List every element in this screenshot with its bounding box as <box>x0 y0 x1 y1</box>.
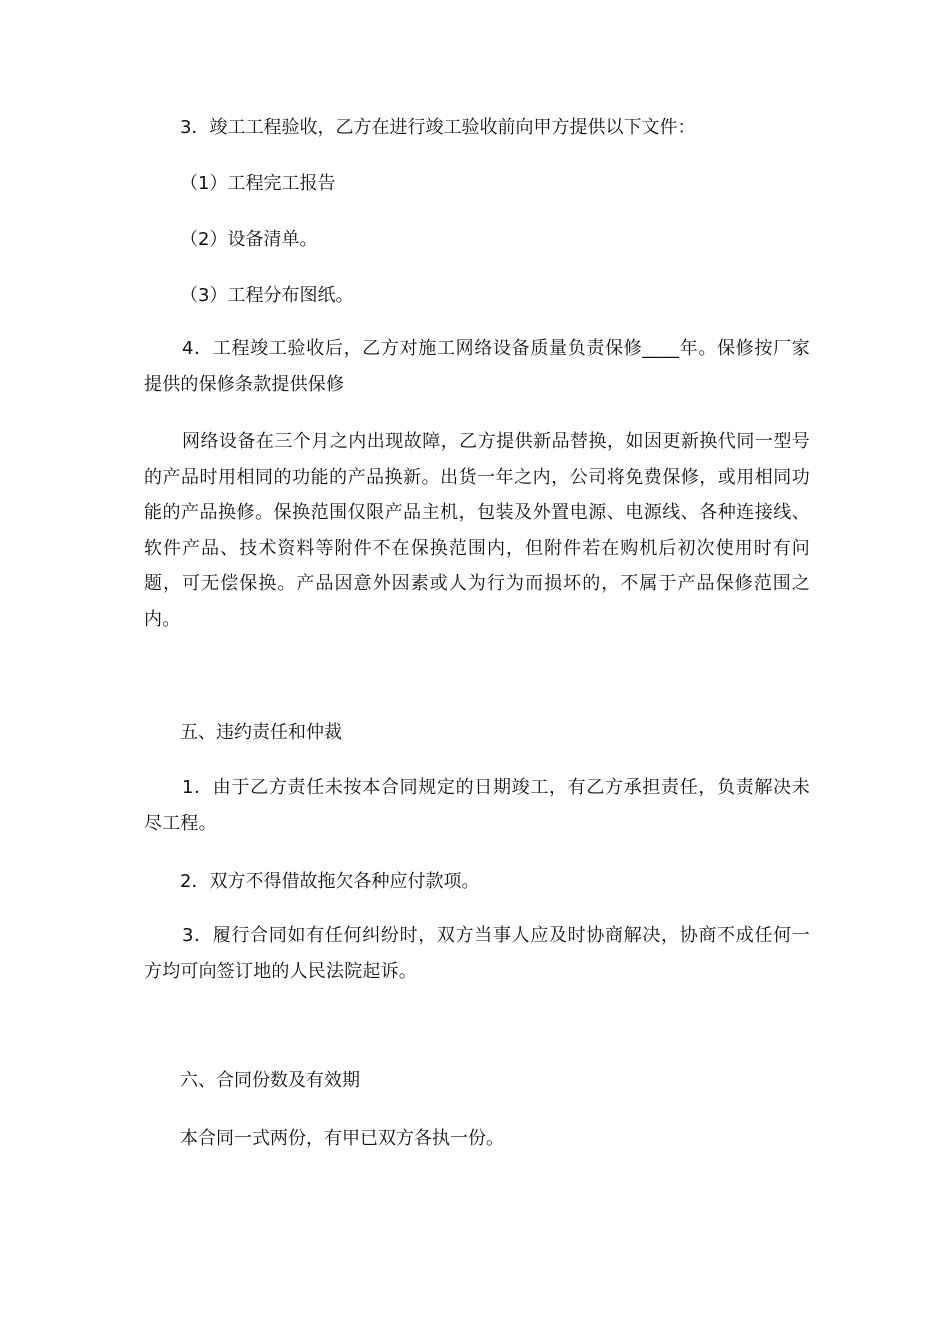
breach-clause-2: 2．双方不得借故拖欠各种应付款项。 <box>180 871 480 892</box>
section-6-heading: 六、合同份数及有效期 <box>180 1070 360 1091</box>
breach-clause-1: 1．由于乙方责任未按本合同规定的日期竣工，有乙方承担责任，负责解决未尽工程。 <box>144 777 810 834</box>
section-5-heading: 五、违约责任和仲裁 <box>180 722 342 743</box>
warranty-detail-paragraph: 网络设备在三个月之内出现故障，乙方提供新品替换，如因更新换代同一型号的产品时用相同的功能的产品换新。出货一年之内，公司将免费保修，或用相同功能的产品换修。保换范围仅限产品主机，包装及外置电源、电源线、各种连接线、软件产品、技术资料等附件不在保换范围内，但附件若在购机后初次使用时有问题，可无偿保换。产品因意外因素或人为行为而损坏的，不属于产品保修范围之内。 <box>144 431 810 630</box>
acceptance-clause: 3．竣工工程验收，乙方在进行竣工验收前向甲方提供以下文件： <box>180 117 696 138</box>
breach-clause-3: 3．履行合同如有任何纠纷时，双方当事人应及时协商解决，协商不成任何一方均可向签订地的人民法院起诉。 <box>144 925 810 982</box>
warranty-clause: 4．工程竣工验收后，乙方对施工网络设备质量负责保修____年。保修按厂家提供的保修条款提供保修 <box>144 338 810 395</box>
document-item-report: （1）工程完工报告 <box>180 173 336 194</box>
copies-clause: 本合同一式两份，有甲已双方各执一份。 <box>180 1128 504 1149</box>
document-item-equipment-list: （2）设备清单。 <box>180 229 318 250</box>
document-item-drawings: （3）工程分布图纸。 <box>180 285 354 306</box>
